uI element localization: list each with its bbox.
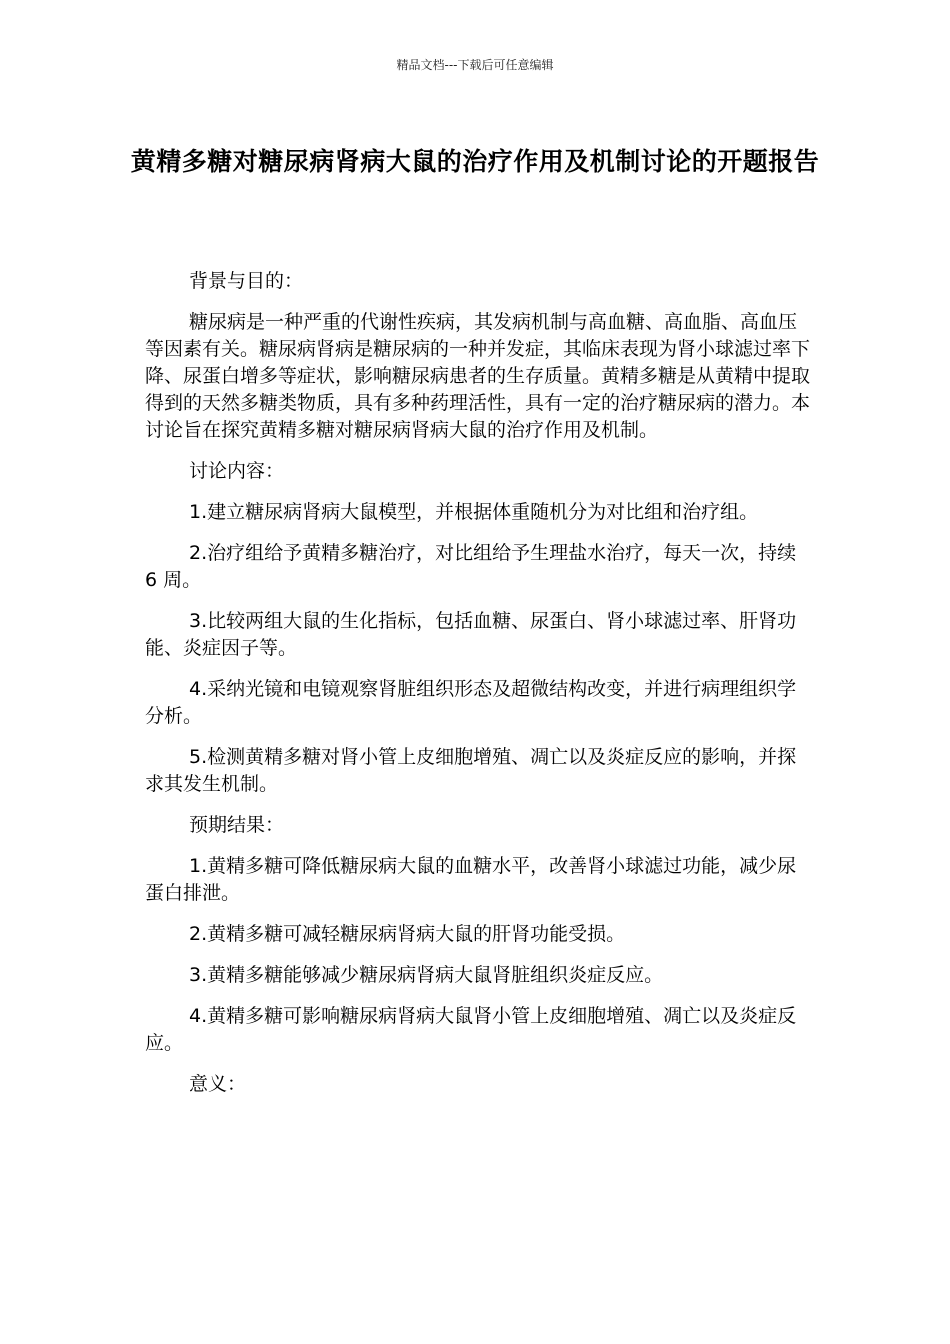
content-item-2: 2.治疗组给予黄精多糖治疗，对比组给予生理盐水治疗，每天一次，持续 6 周。 [145,542,797,591]
result-item-3: 3.黄精多糖能够减少糖尿病肾病大鼠肾脏组织炎症反应。 [189,964,664,986]
content-item-3: 3.比较两组大鼠的生化指标，包括血糖、尿蛋白、肾小球滤过率、肝肾功能、炎症因子等。 [145,610,797,659]
section-heading-background: 背景与目的： [189,270,304,292]
paragraph-background: 糖尿病是一种严重的代谢性疾病，其发病机制与高血糖、高血脂、高血压等因素有关。糖尿病肾病是糖尿病的一种并发症，其临床表现为肾小球滤过率下降、尿蛋白增多等症状，影响糖尿病患者的生存质量。黄精多糖是从黄精中提取得到的天然多糖类物质，具有多种药理活性，具有一定的治疗糖尿病的潜力。本讨论旨在探究黄精多糖对糖尿病肾病大鼠的治疗作用及机制。 [145,311,811,441]
result-item-1: 1.黄精多糖可降低糖尿病大鼠的血糖水平，改善肾小球滤过功能，减少尿蛋白排泄。 [145,855,797,904]
section-heading-significance: 意义： [189,1073,247,1095]
result-item-2: 2.黄精多糖可减轻糖尿病肾病大鼠的肝肾功能受损。 [189,923,626,945]
content-item-4: 4.采纳光镜和电镜观察肾脏组织形态及超微结构改变，并进行病理组织学分析。 [145,678,797,727]
content-item-5: 5.检测黄精多糖对肾小管上皮细胞增殖、凋亡以及炎症反应的影响，并探求其发生机制。 [145,746,797,795]
section-heading-content: 讨论内容： [189,460,285,482]
document-title: 黄精多糖对糖尿病肾病大鼠的治疗作用及机制讨论的开题报告 [130,147,820,176]
section-heading-results: 预期结果： [189,814,285,836]
document-body [145,268,810,1112]
content-item-1: 1.建立糖尿病肾病大鼠模型，并根据体重随机分为对比组和治疗组。 [189,501,759,523]
header-note: 精品文档---下载后可任意编辑 [396,58,554,72]
result-item-4: 4.黄精多糖可影响糖尿病肾病大鼠肾小管上皮细胞增殖、凋亡以及炎症反应。 [145,1005,797,1054]
